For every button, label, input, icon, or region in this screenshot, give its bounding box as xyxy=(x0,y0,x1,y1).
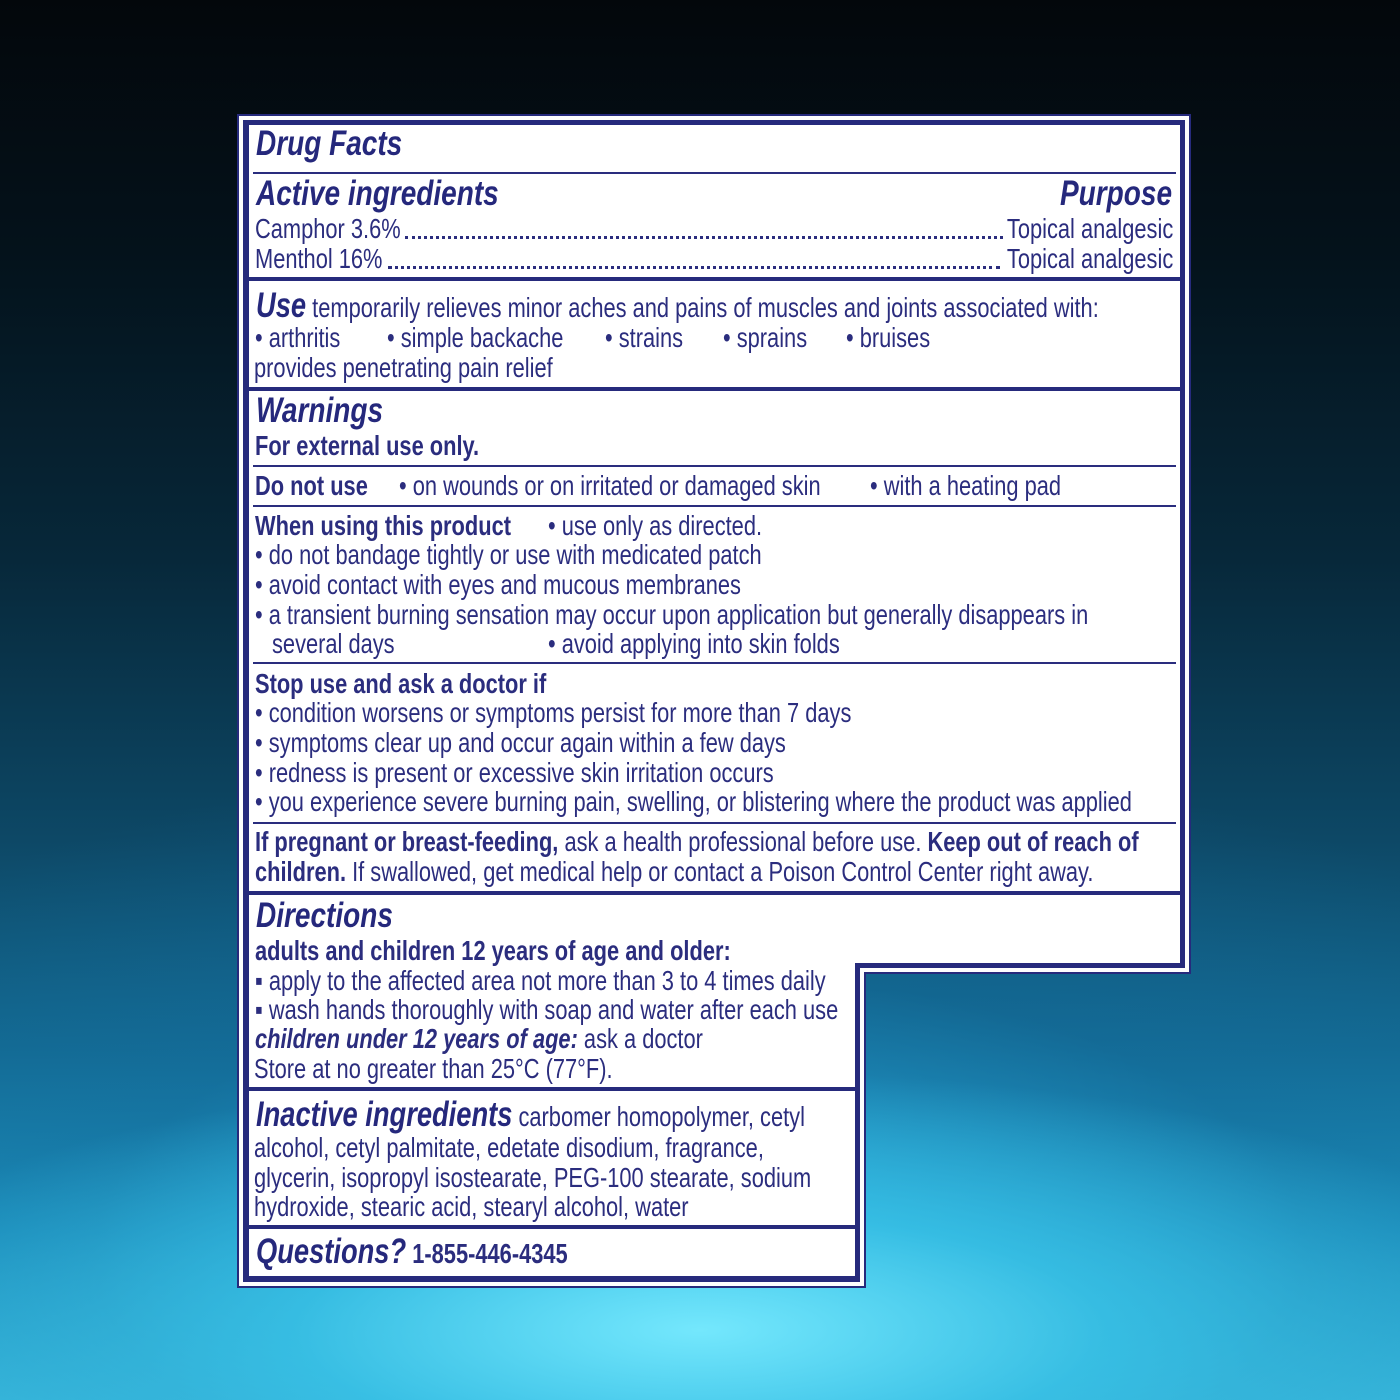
use-intro: temporarily relieves minor aches and pains of muscles and joints associated with: xyxy=(312,292,1099,323)
divider xyxy=(253,822,1176,824)
use-line xyxy=(256,288,1099,324)
purpose-heading: Purpose xyxy=(1059,174,1172,213)
divider xyxy=(253,505,1176,507)
directions-heading: Directions xyxy=(256,896,393,935)
inactive-ingredients-text: glycerin, isopropyl isostearate, PEG-100 stearate, sodium xyxy=(254,1162,812,1193)
purpose-menthol: Topical analgesic xyxy=(1006,243,1173,274)
when-using-item: • use only as directed. xyxy=(548,510,763,541)
when-using-item: • avoid contact with eyes and mucous membranes xyxy=(255,569,741,600)
questions-heading: Questions? xyxy=(256,1232,407,1271)
when-using-label: When using this product xyxy=(255,510,511,541)
external-use-text: For external use only. xyxy=(255,430,480,461)
use-item: • sprains xyxy=(723,322,808,353)
questions-line xyxy=(256,1234,568,1270)
inactive-ingredients-text: hydroxide, stearic acid, stearyl alcohol, water xyxy=(254,1191,689,1222)
inactive-ingredients-text: alcohol, cetyl palmitate, edetate disodium, fragrance, xyxy=(254,1132,764,1163)
do-not-use-item: • on wounds or on irritated or damaged skin xyxy=(399,470,821,501)
active-ingredient-menthol: Menthol 16% xyxy=(255,243,383,274)
phone-number[interactable]: 1-855-446-4345 xyxy=(412,1238,568,1269)
dot-leader xyxy=(388,266,1000,269)
use-extra: provides penetrating pain relief xyxy=(254,352,553,383)
dot-leader xyxy=(405,236,1003,239)
do-not-use-item: • with a heating pad xyxy=(870,470,1062,501)
when-using-continuation: several days xyxy=(272,628,395,659)
direction-item: ▪ apply to the affected area not more than 3 to 4 times daily xyxy=(255,965,826,996)
section-divider xyxy=(249,277,1180,281)
children-directions: children under 12 years of age: ask a doctor xyxy=(255,1023,703,1054)
keep-out-of-reach-warning: children. If swallowed, get medical help or contact a Poison Control Center right away. xyxy=(255,856,1094,887)
warnings-heading: Warnings xyxy=(256,391,384,430)
storage-text: Store at no greater than 25°C (77°F). xyxy=(254,1053,613,1084)
purpose-camphor: Topical analgesic xyxy=(1006,213,1173,244)
use-heading: Use xyxy=(256,286,307,325)
inactive-line: Inactive ingredients carbomer homopolymer, cetyl xyxy=(256,1095,805,1134)
when-using-item: • do not bandage tightly or use with medicated patch xyxy=(255,539,762,570)
use-item: • arthritis xyxy=(255,322,341,353)
adults-label: adults and children 12 years of age and older: xyxy=(255,935,731,966)
stop-use-label: Stop use and ask a doctor if xyxy=(255,668,547,699)
section-divider xyxy=(249,1225,855,1229)
use-item: • strains xyxy=(605,322,684,353)
when-using-item: • avoid applying into skin folds xyxy=(548,628,840,659)
inactive-heading: Inactive ingredients xyxy=(256,1095,513,1134)
active-ingredient-camphor: Camphor 3.6% xyxy=(255,213,401,244)
section-divider xyxy=(249,387,1180,391)
use-item: • bruises xyxy=(846,322,931,353)
divider xyxy=(253,465,1176,467)
do-not-use-label: Do not use xyxy=(255,470,368,501)
stop-use-item: • redness is present or excessive skin irritation occurs xyxy=(255,757,774,788)
stop-use-item: • you experience severe burning pain, swelling, or blistering where the product was applied xyxy=(255,786,1132,817)
active-ingredients-heading: Active ingredients xyxy=(256,174,499,213)
pregnancy-warning: If pregnant or breast-feeding, ask a health professional before use. Keep out of reach of xyxy=(255,826,1139,857)
direction-item: ▪ wash hands thoroughly with soap and water after each use xyxy=(255,994,839,1025)
stop-use-item: • condition worsens or symptoms persist for more than 7 days xyxy=(255,697,852,728)
use-item: • simple backache xyxy=(387,322,564,353)
section-divider xyxy=(249,891,1180,895)
section-divider xyxy=(249,1087,855,1091)
stop-use-item: • symptoms clear up and occur again within a few days xyxy=(255,727,786,758)
page-title: Drug Facts xyxy=(256,124,403,163)
divider xyxy=(253,662,1176,664)
when-using-item: • a transient burning sensation may occur upon application but generally disappears in xyxy=(255,599,1089,630)
